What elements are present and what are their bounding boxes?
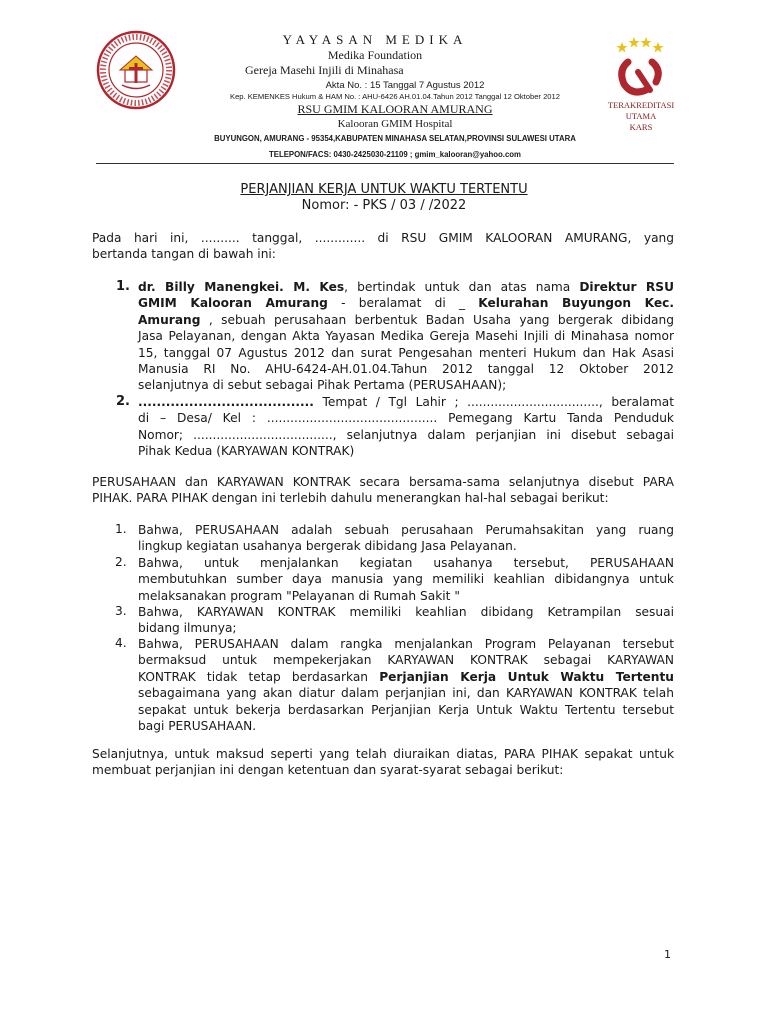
party-1-paragraph — [138, 279, 674, 394]
parties-line-1: PERUSAHAAN dan KARYAWAN KONTRAK secara bersama-sama selanjutnya disebut PARA — [92, 475, 674, 489]
party-1-address: Kelurahan Buyungon Kec. — [478, 296, 674, 311]
point-1-line-1: Bahwa, PERUSAHAAN adalah sebuah perusahaan Perumahsakitan yang ruang — [138, 523, 674, 537]
party-1-address-2: Amurang — [138, 312, 201, 327]
party-1-text-2: - beralamat di _ — [327, 296, 479, 311]
point-2-line-2: membutuhkan sumber daya manusia yang memiliki keahlian dibidangnya untuk — [138, 572, 674, 587]
hospital-name — [190, 102, 600, 117]
point-3 — [138, 604, 674, 637]
deed-number: Akta No. : 15 Tanggal 7 Agustus 2012 — [325, 80, 485, 91]
hospital-address: BUYUNGON, AMURANG - 95354,KABUPATEN MINAHASA SELATAN,PROVINSI SULAWESI UTARA — [214, 134, 576, 143]
party-2-name-blank: ...................................... — [138, 395, 314, 409]
yayasan-medika-seal-logo — [96, 30, 176, 110]
point-3-number: 3. — [115, 604, 127, 618]
parties-line-2: PIHAK. PARA PIHAK dengan ini terlebih dahulu menerangkan hal-hal sebagai berikut: — [92, 491, 609, 506]
point-4-line-2: bermaksud untuk mempekerjakan KARYAWAN KONTRAK sebagai KARYAWAN — [138, 653, 674, 668]
point-1-line-2: lingkup kegiatan usahanya bergerak dibidang Jasa Pelayanan. — [138, 539, 517, 554]
party-2-line-2: di – Desa/ Kel : ............................................ Pemegang Kartu Tanda Penduduk — [138, 411, 674, 426]
hospital-english-name: Kalooran GMIM Hospital — [337, 118, 453, 130]
hospital-name-text: RSU GMIM KALOORAN AMURANG — [297, 102, 493, 116]
point-4-line-5: sepakat untuk bekerja berdasarkan Perjanjian Kerja Untuk Waktu Tertentu tersebut — [138, 702, 674, 717]
party-1-line-1 — [138, 279, 674, 295]
party-1-line-7: selanjutnya di sebut sebagai Pihak Pertama (PERUSAHAAN); — [138, 378, 507, 393]
intro-line-1: Pada hari ini, .......... tanggal, ............. di RSU GMIM KALOORAN AMURANG, yang — [92, 231, 674, 245]
document-title: PERJANJIAN KERJA UNTUK WAKTU TERTENTU — [240, 182, 528, 197]
point-4-agreement-title: Perjanjian Kerja Untuk Waktu Tertentu — [379, 669, 674, 684]
party-1-number: 1. — [116, 279, 130, 294]
point-2-number: 2. — [115, 555, 127, 569]
ministry-decree: Kep. KEMENKES Hukum & HAM No. : AHU-6426 AH.01.04.Tahun 2012 Tanggal 12 Oktober 2012 — [230, 92, 560, 101]
point-2 — [138, 555, 674, 604]
party-1-line-5: 15, tanggal 07 Agustus 2012 dan surat Pengesahan menteri Hukum dan Hak Asasi — [138, 345, 674, 360]
church-name: Gereja Masehi Injili di Minahasa — [245, 63, 404, 77]
point-4 — [138, 636, 674, 734]
party-2-line-3: Nomor; ...................................., selanjutnya dalam perjanjian ini disebut sebagai — [138, 427, 674, 442]
party-1-line-2 — [138, 295, 674, 311]
point-2-line-1: Bahwa, untuk menjalankan kegiatan usahanya tersebut, PERUSAHAAN — [138, 556, 674, 570]
point-4-line-1: Bahwa, PERUSAHAAN dalam rangka menjalankan Program Pelayanan tersebut — [138, 637, 674, 651]
point-4-text-3: KONTRAK tidak tetap berdasarkan — [138, 669, 380, 684]
document-number: Nomor: - PKS / 03 / /2022 — [301, 198, 467, 213]
party-1-line-3 — [138, 312, 674, 328]
parties-paragraph — [92, 474, 674, 507]
intro-line-2: bertanda tangan di bawah ini: — [92, 247, 276, 262]
party-1-text-1: , bertindak untuk dan atas nama — [344, 280, 580, 294]
party-1-line-6: Manusia RI No. AHU-6424-AH.01.04.Tahun 2012 tanggal 12 Oktober 2012 — [138, 362, 674, 377]
party-2-number: 2. — [116, 394, 130, 409]
point-4-line-3 — [138, 669, 674, 685]
intro-paragraph — [92, 230, 674, 263]
party-1-name: dr. Billy Manengkei. M. Kes — [138, 280, 345, 294]
party-2-line-1 — [138, 394, 674, 410]
party-2-text-1: Tempat / Tgl Lahir ; .................................., beralamat — [313, 395, 674, 409]
point-3-line-2: bidang ilmunya; — [138, 621, 237, 636]
accreditation-label — [596, 100, 686, 133]
point-3-line-1: Bahwa, KARYAWAN KONTRAK memiliki keahlian dibidang Ketrampilan sesuai — [138, 605, 674, 619]
point-4-line-4: sebagaimana yang akan diatur dalam perjanjian ini, dan KARYAWAN KONTRAK telah — [138, 686, 674, 701]
point-1-number: 1. — [115, 522, 127, 536]
foundation-name: YAYASAN MEDIKA — [282, 32, 468, 47]
closing-line-2: membuat perjanjian ini dengan ketentuan dan syarat-syarat sebagai berikut: — [92, 763, 564, 778]
accreditation-line-1: TERAKREDITASI UTAMA — [607, 100, 675, 121]
letterhead-divider — [96, 163, 674, 164]
party-2-line-4: Pihak Kedua (KARYAWAN KONTRAK) — [138, 444, 355, 459]
closing-line-1: Selanjutnya, untuk maksud seperti yang telah diuraikan diatas, PARA PIHAK sepakat untuk — [92, 747, 674, 761]
party-2-paragraph — [138, 394, 674, 460]
page-number: 1 — [664, 948, 671, 961]
closing-paragraph — [92, 746, 674, 779]
accreditation-line-2: KARS — [629, 122, 653, 132]
hospital-contact: TELEPON/FACS: 0430-2425030-21109 ; gmim_kalooran@yahoo.com — [268, 150, 521, 159]
party-1-role: Direktur RSU — [579, 280, 674, 294]
foundation-subtitle: Medika Foundation — [327, 48, 423, 62]
point-1 — [138, 522, 674, 555]
point-2-line-3: melaksanakan program "Pelayanan di Rumah Sakit " — [138, 588, 460, 603]
point-4-line-6: bagi PERUSAHAAN. — [138, 719, 257, 734]
party-1-role-2: GMIM Kalooran Amurang — [138, 296, 328, 311]
point-4-number: 4. — [115, 636, 127, 650]
party-1-line-4: Jasa Pelayanan, dengan Akta Yayasan Medika Gereja Masehi Injili di Minahasa nomor — [138, 329, 674, 344]
party-1-text-3: , sebuah perusahaan berbentuk Badan Usaha yang bergerak dibidang — [200, 312, 674, 327]
